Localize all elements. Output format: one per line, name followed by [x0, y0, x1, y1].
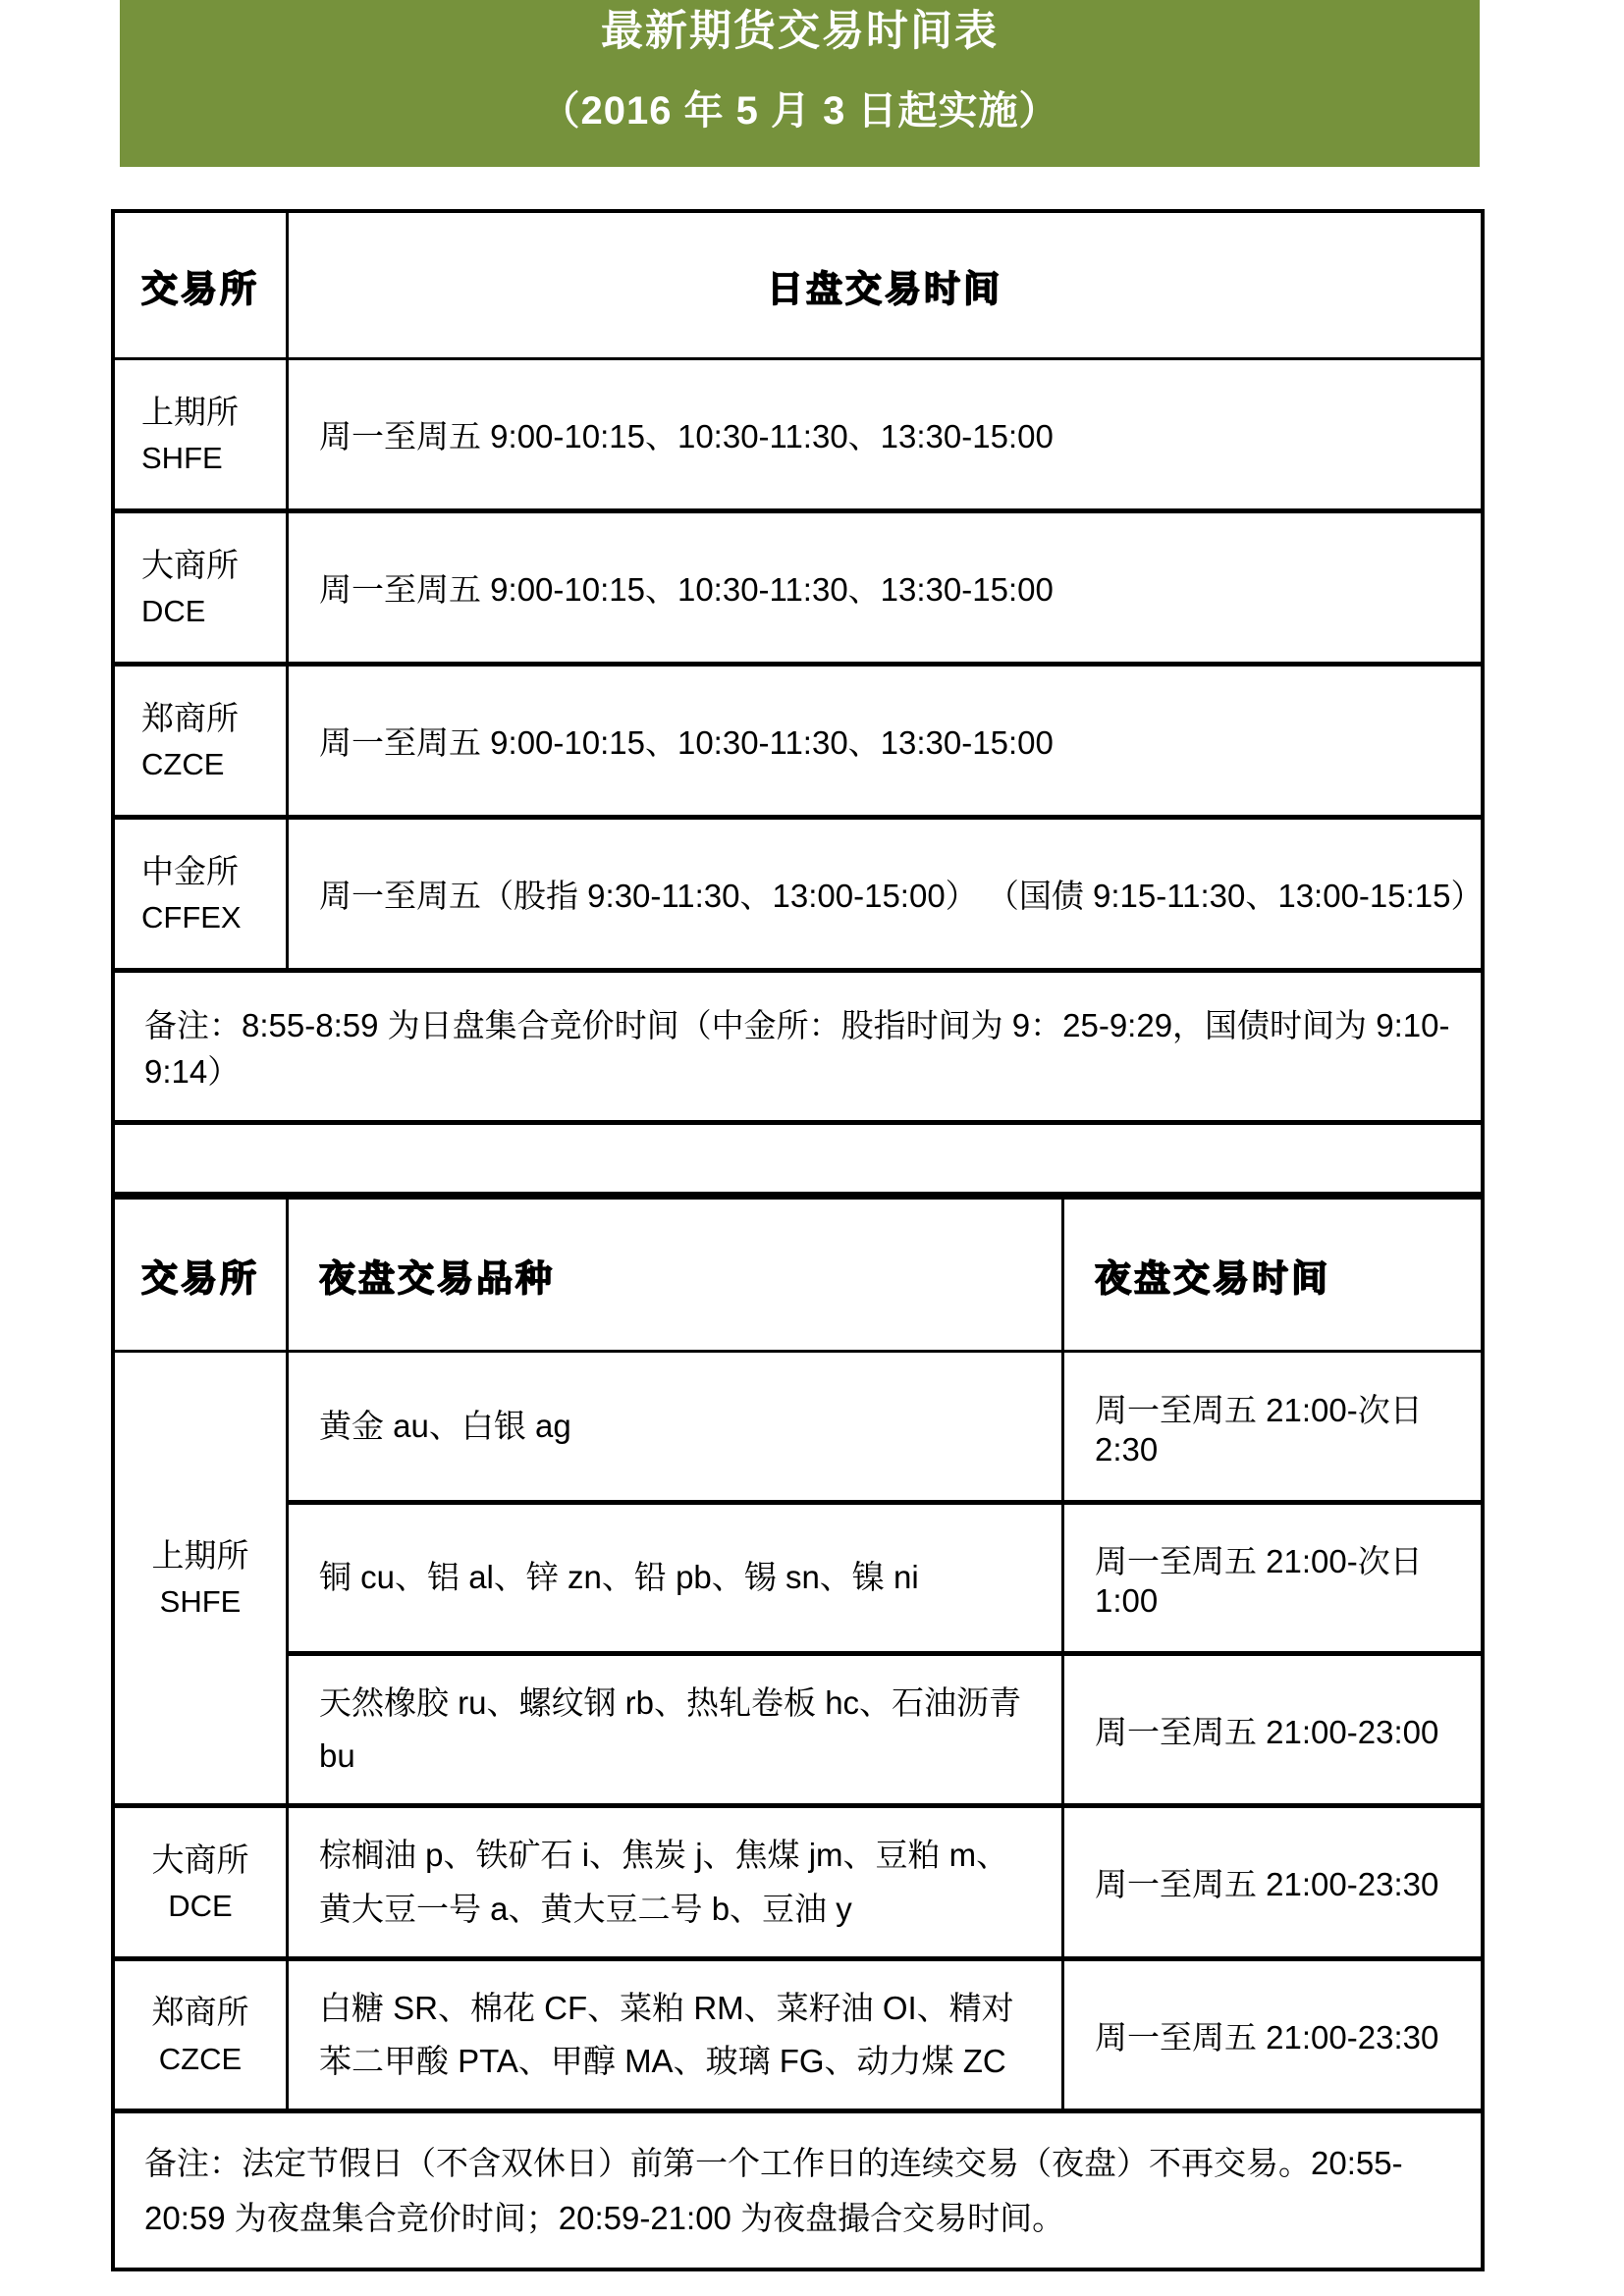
night-header-hours: 夜盘交易时间: [1095, 1257, 1330, 1299]
day-hours-czce: 周一至周五 9:00-10:15、10:30-11:30、13:30-15:00: [319, 724, 1054, 761]
shfe-subrows: [289, 1353, 1481, 1803]
exchange-code: CFFEX: [141, 900, 242, 934]
page-title: 最新期货交易时间表: [601, 8, 999, 55]
spacer-row: [115, 1125, 1481, 1192]
day-row-czce: [115, 667, 1481, 820]
exchange-name-cn: 上期所: [141, 393, 239, 430]
title-banner: [120, 0, 1480, 167]
night-note-text: 备注：法定节假日（不含双休日）前第一个工作日的连续交易（夜盘）不再交易。20:55-20:59 为夜盘集合竞价时间；20:59-21:00 为夜盘撮合交易时间。: [144, 2144, 1403, 2236]
exchange-name-cn: 郑商所: [151, 1994, 249, 2030]
exchange-name-cn: 上期所: [151, 1536, 249, 1574]
night-note-row: [115, 2113, 1481, 2268]
products-cell: 铜 cu、铝 al、锌 zn、铅 pb、锡 sn、镍 ni: [289, 1505, 1064, 1651]
exchange-code: DCE: [141, 594, 206, 628]
day-note-row: [115, 973, 1481, 1125]
products-cell: 黄金 au、白银 ag: [289, 1353, 1064, 1500]
exchange-code: CZCE: [141, 747, 225, 781]
night-header-products: 夜盘交易品种: [289, 1200, 1064, 1350]
day-hours-cffex: 周一至周五（股指 9:30-11:30、13:00-15:00） （国债 9:15-11:30、13:00-15:15）: [319, 878, 1484, 914]
night-table-header-row: [115, 1200, 1481, 1353]
day-note-text: 备注：8:55-8:59 为日盘集合竞价时间（中金所：股指时间为 9：25-9:29，国债时间为 9:10-9:14）: [144, 1007, 1450, 1090]
exchange-cell-dce: [115, 1808, 289, 1956]
exchange-name-cn: 郑商所: [141, 699, 239, 736]
day-header-hours: 日盘交易时间: [767, 268, 1002, 309]
night-row-gold-silver: [289, 1353, 1481, 1505]
page-subtitle: （2016 年 5 月 3 日起实施）: [540, 89, 1059, 133]
hours-cell: 周一至周五 21:00-23:00: [1095, 1713, 1439, 1750]
exchange-cell-dce: [115, 513, 289, 662]
hours-cell: 周一至周五 21:00-23:30: [1095, 1866, 1439, 1902]
exchange-code: DCE: [168, 1889, 233, 1923]
exchange-name-cn: 大商所: [151, 1841, 249, 1878]
night-session-table: [111, 1196, 1485, 2271]
exchange-code: SHFE: [141, 441, 223, 475]
night-row-dce: [115, 1808, 1481, 1961]
exchange-name-cn: 中金所: [141, 852, 239, 889]
exchange-code: SHFE: [159, 1584, 242, 1619]
exchange-name-cn: 大商所: [141, 546, 239, 583]
products-cell: 天然橡胶 ru、螺纹钢 rb、热轧卷板 hc、石油沥青 bu: [289, 1656, 1064, 1803]
day-row-cffex: [115, 820, 1484, 973]
day-hours-dce: 周一至周五 9:00-10:15、10:30-11:30、13:30-15:00: [319, 571, 1054, 608]
day-row-shfe: [115, 360, 1481, 513]
day-header-exchange: 交易所: [115, 213, 289, 357]
day-session-table: [111, 209, 1485, 1196]
exchange-cell-cffex: [115, 820, 289, 968]
day-row-dce: [115, 513, 1481, 667]
night-header-exchange: 交易所: [115, 1200, 289, 1350]
night-row-metals: [289, 1505, 1481, 1656]
exchange-cell-czce: [115, 667, 289, 815]
hours-cell: 周一至周五 21:00-次日 1:00: [1095, 1543, 1423, 1619]
hours-cell: 周一至周五 21:00-23:30: [1095, 2018, 1439, 2056]
products-cell: 白糖 SR、棉花 CF、菜粕 RM、菜籽油 OI、精对苯二甲酸 PTA、甲醇 MA、玻璃 FG、动力煤 ZC: [289, 1961, 1064, 2109]
hours-cell: 周一至周五 21:00-次日 2:30: [1095, 1391, 1423, 1468]
exchange-code: CZCE: [158, 2041, 243, 2076]
night-row-rubber-steel: [289, 1656, 1481, 1803]
day-hours-shfe: 周一至周五 9:00-10:15、10:30-11:30、13:30-15:00: [319, 418, 1054, 454]
products-cell: 棕榈油 p、铁矿石 i、焦炭 j、焦煤 jm、豆粕 m、黄大豆一号 a、黄大豆二号 b、豆油 y: [289, 1808, 1064, 1956]
exchange-cell-shfe: [115, 1353, 289, 1803]
day-table-header-row: [115, 213, 1481, 360]
night-block-shfe: [115, 1353, 1481, 1808]
exchange-cell-czce: [115, 1961, 289, 2109]
exchange-cell-shfe: [115, 360, 289, 508]
night-row-czce: [115, 1961, 1481, 2113]
